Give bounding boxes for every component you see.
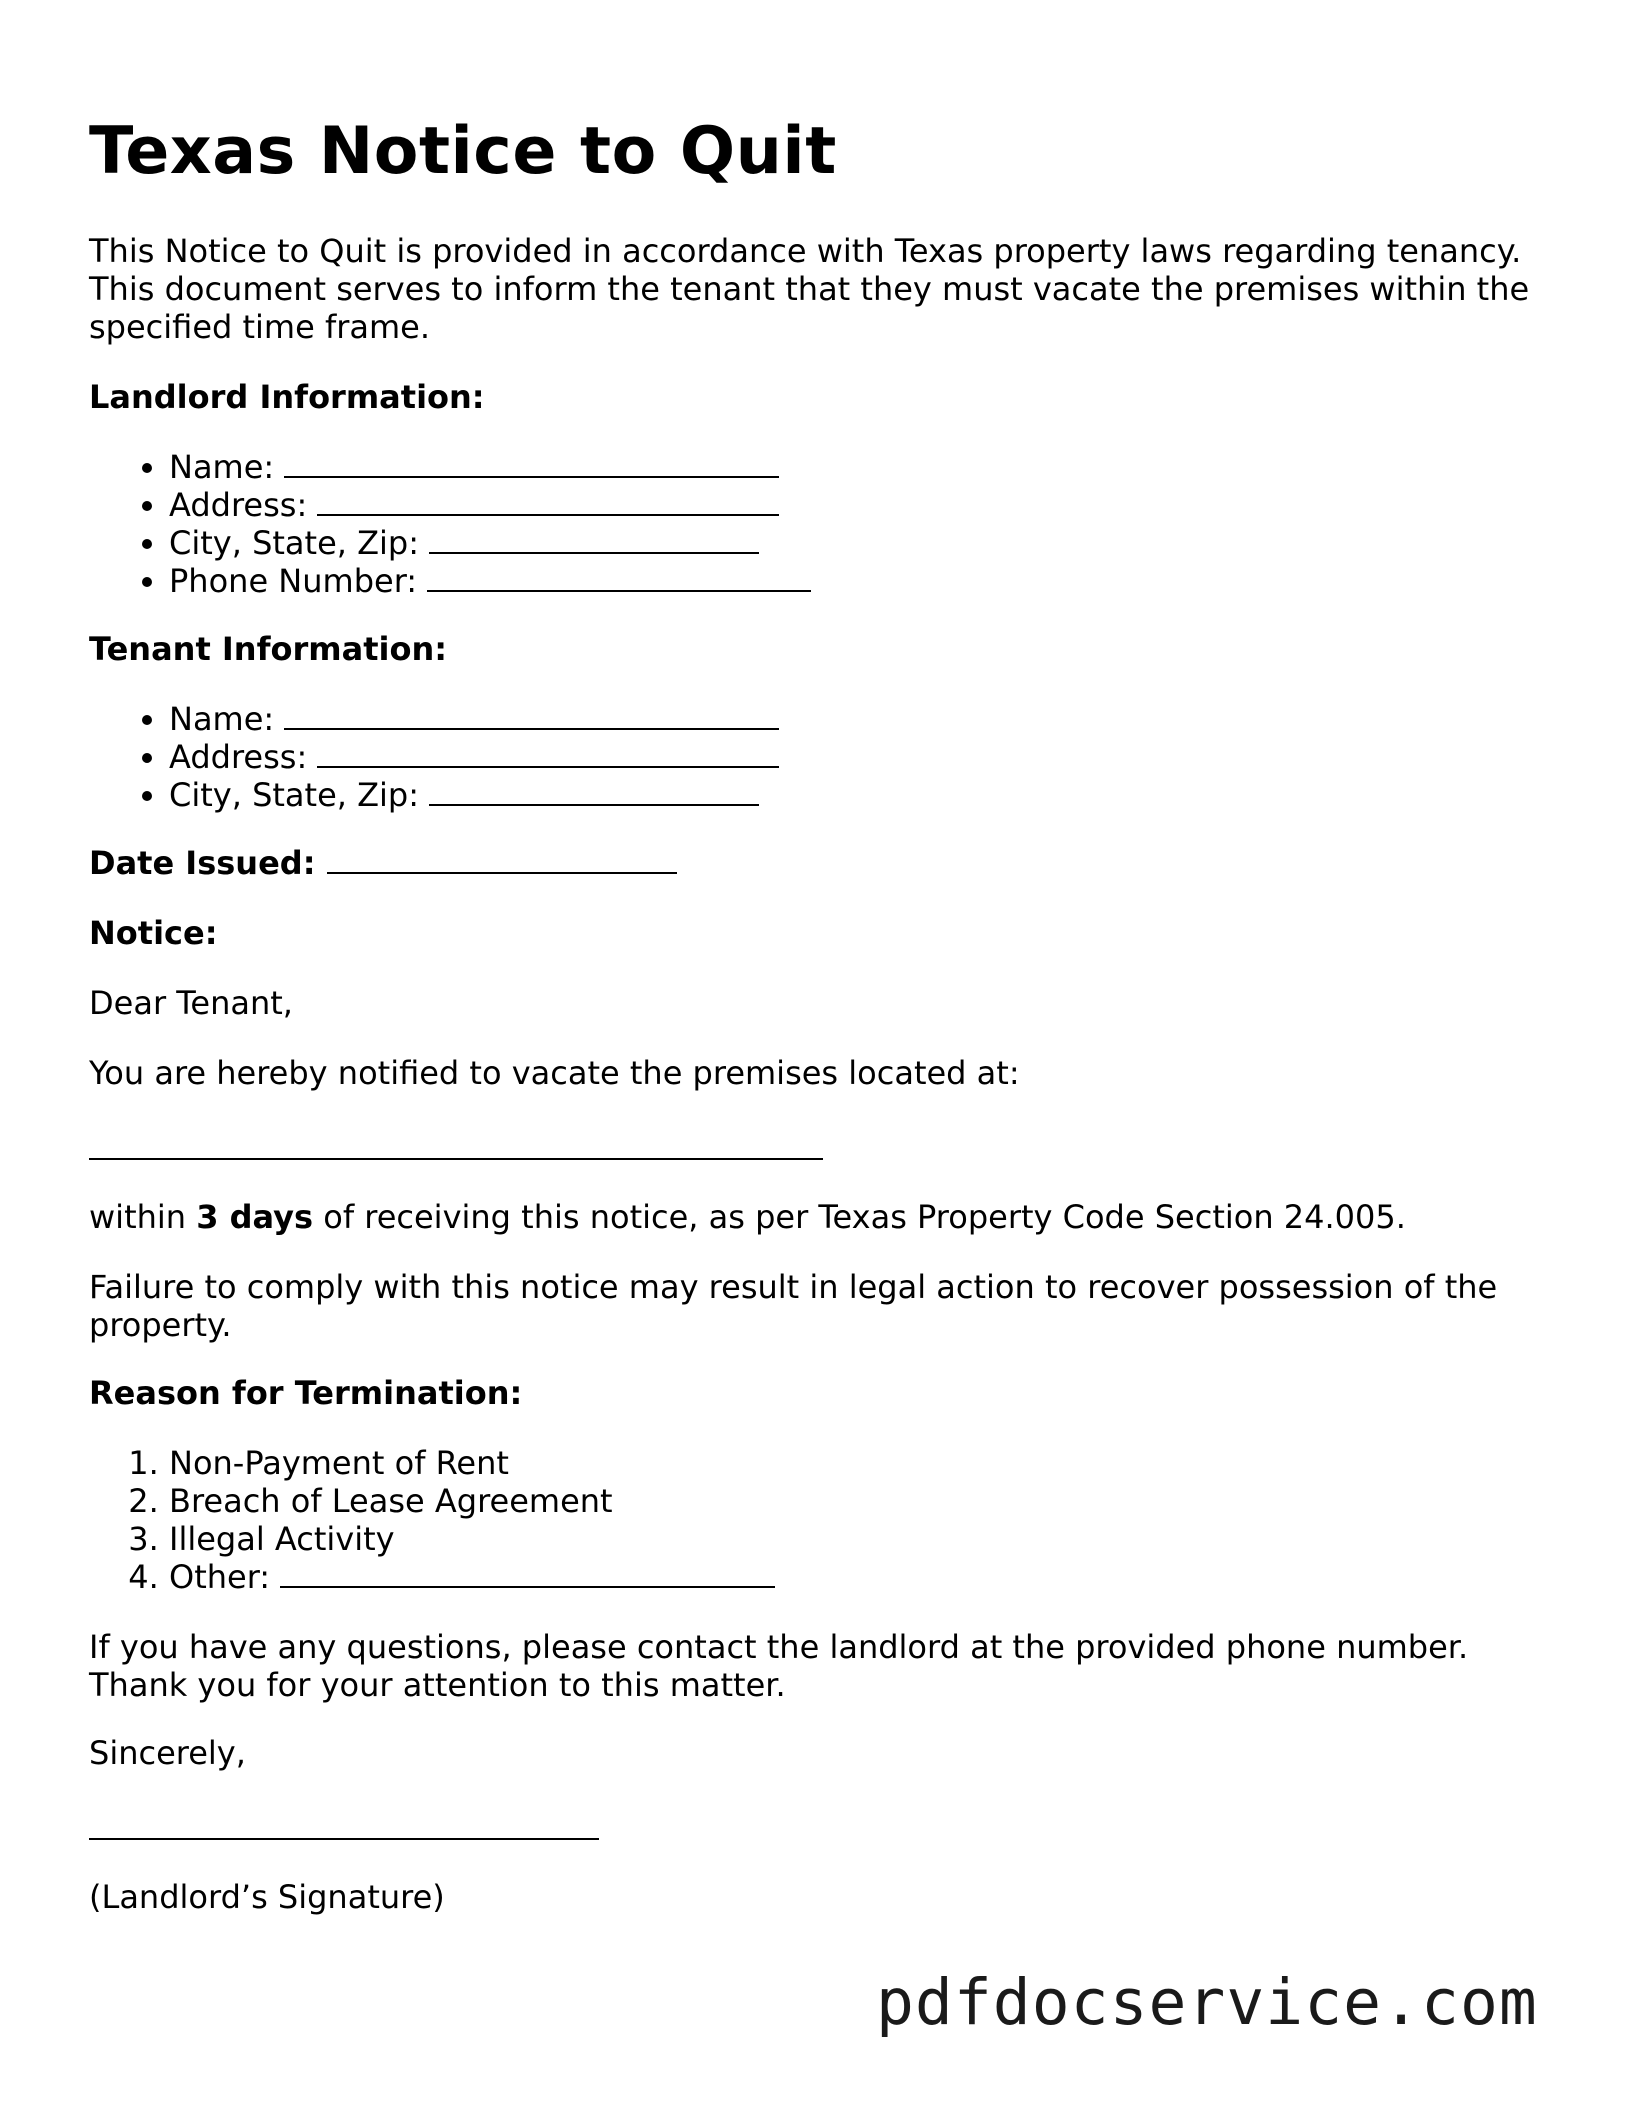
tenant-name-label: Name: — [169, 700, 275, 738]
date-issued-blank[interactable] — [327, 845, 677, 874]
reason-heading: Reason for Termination: — [89, 1374, 523, 1412]
landlord-address-blank[interactable] — [317, 487, 779, 516]
failure-paragraph: Failure to comply with this notice may result in legal action to recover possession of the property. — [89, 1268, 1498, 1344]
notice-period: 3 days — [196, 1198, 314, 1236]
landlord-heading: Landlord Information: — [89, 378, 485, 416]
signature-line[interactable] — [89, 1838, 599, 1840]
within-suffix: of receiving this notice, as per Texas Property Code Section 24.005. — [323, 1198, 1406, 1236]
landlord-name-label: Name: — [169, 448, 275, 486]
landlord-fields — [89, 448, 811, 600]
landlord-address-label: Address: — [169, 486, 308, 524]
closing: Sincerely, — [89, 1734, 246, 1772]
tenant-address-label: Address: — [169, 738, 308, 776]
tenant-address-blank[interactable] — [317, 739, 779, 768]
tenant-city-blank[interactable] — [429, 777, 759, 806]
date-issued-row — [89, 844, 1539, 882]
reason-label: Illegal Activity — [169, 1520, 395, 1558]
tenant-name-item — [169, 700, 779, 738]
notice-heading: Notice: — [89, 914, 218, 952]
tenant-city-label: City, State, Zip: — [169, 776, 420, 814]
landlord-phone-blank[interactable] — [427, 563, 811, 592]
tenant-fields — [89, 700, 779, 814]
landlord-city-item — [169, 524, 811, 562]
landlord-city-label: City, State, Zip: — [169, 524, 420, 562]
premises-address-blank[interactable] — [89, 1158, 823, 1160]
landlord-address-item — [169, 486, 811, 524]
reason-other-label: Other: — [169, 1558, 271, 1596]
vacate-text: You are hereby notified to vacate the premises located at: — [89, 1054, 1020, 1092]
tenant-address-item — [169, 738, 779, 776]
reason-item — [169, 1482, 775, 1520]
reason-other-blank[interactable] — [280, 1559, 775, 1588]
reason-label: Non-Payment of Rent — [169, 1444, 509, 1482]
tenant-city-item — [169, 776, 779, 814]
reason-item — [169, 1520, 775, 1558]
landlord-name-blank[interactable] — [284, 449, 779, 478]
watermark: pdfdocservice.com — [876, 1966, 1538, 2039]
questions-paragraph: If you have any questions, please contact the landlord at the provided phone number. Thank you for your attention to this matter. — [89, 1628, 1469, 1704]
signature-caption: (Landlord’s Signature) — [89, 1878, 445, 1916]
document-title: Texas Notice to Quit — [89, 114, 837, 189]
reason-label: Breach of Lease Agreement — [169, 1482, 613, 1520]
reason-item — [169, 1444, 775, 1482]
reason-item — [169, 1558, 775, 1596]
landlord-phone-item — [169, 562, 811, 600]
landlord-phone-label: Phone Number: — [169, 562, 418, 600]
intro-paragraph: This Notice to Quit is provided in accordance with Texas property laws regarding tenancy. This document serves to inform the tenant that they must vacate the premises within the specified time frame. — [89, 232, 1530, 346]
tenant-heading: Tenant Information: — [89, 630, 448, 668]
tenant-name-blank[interactable] — [284, 701, 779, 730]
landlord-city-blank[interactable] — [429, 525, 759, 554]
reason-list — [89, 1444, 775, 1596]
salutation: Dear Tenant, — [89, 984, 293, 1022]
date-issued-label: Date Issued: — [89, 844, 316, 882]
within-days-text — [89, 1198, 1539, 1236]
landlord-name-item — [169, 448, 811, 486]
within-prefix: within — [89, 1198, 187, 1236]
